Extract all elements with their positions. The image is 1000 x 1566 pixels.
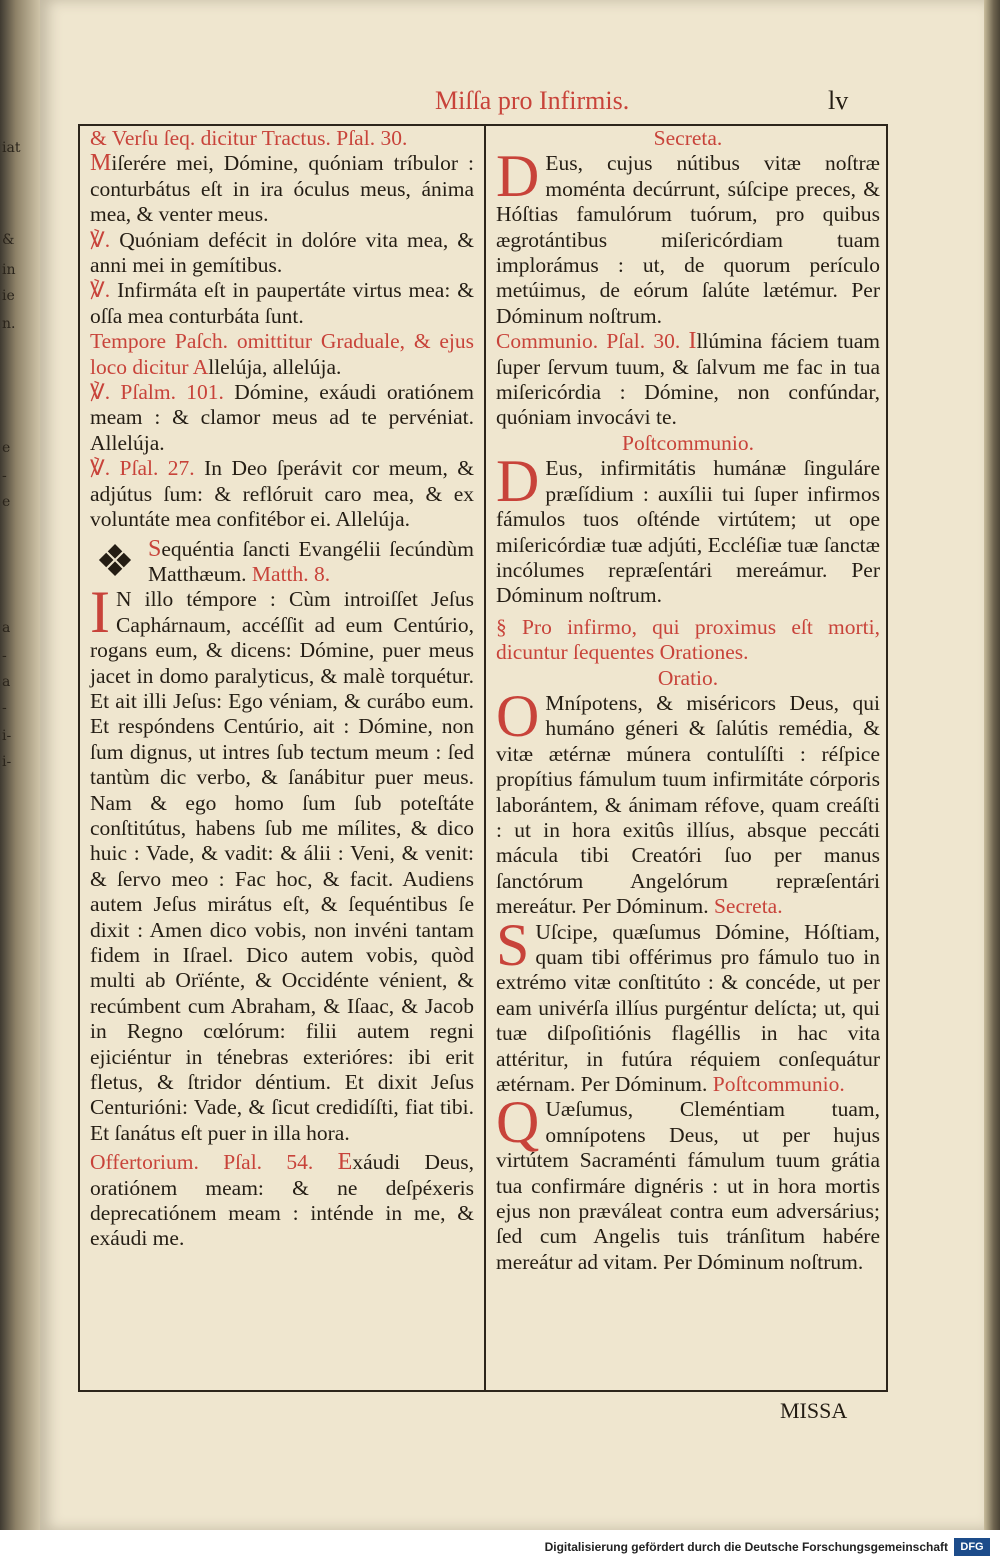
drop-cap: D: [496, 143, 540, 210]
versicle-text: Dómine, exáudi oratiónem meam : & clamor meus ad te pervéniat. Allelúja.: [90, 380, 474, 455]
spine-fragment: i-: [2, 728, 12, 744]
versicle-mark: ℣. Pſalm. 101.: [90, 380, 224, 405]
inline-heading: Secreta.: [713, 894, 783, 919]
running-head: Miſſa pro Infirmis.: [435, 86, 630, 115]
rubric-text: Tempore Paſch. omittitur Graduale, & ejus loco dicitur A: [90, 329, 474, 379]
rubric-label: Offertorium. Pſal. 54.: [90, 1150, 314, 1175]
section-heading: Oratio.: [657, 665, 719, 690]
versicle-text: Quóniam defécit in dolóre vita mea, & anni mei in gemítibus.: [90, 227, 475, 278]
ornament-icon: ❖: [95, 536, 135, 586]
versicle-text: Infirmáta eſt in paupertáte virtus mea: & oſſa mea conturbáta ſunt.: [90, 278, 474, 328]
prayer: [496, 682, 880, 920]
spine-fragment: e: [2, 494, 11, 510]
versicle-text: In Deo ſperávit cor meum, & adjútus ſum: & reflóruit caro mea, & ex voluntáte mea confitébor ei. Allelúja.: [90, 456, 475, 532]
book-spine: [0, 0, 40, 1566]
versicle: [90, 278, 474, 329]
drop-cap: Q: [496, 1089, 540, 1156]
paragraph-text: N illo témpore : Cùm introiſſet Jeſus Caphárnaum, accéſſit ad eum Centúrio, rogans eum, & dicens: Dómine, puer meus jacet in domo paralyticus, & malè torquétur. Et ait illi Jeſus: Ego véniam, & curábo eum. Et respóndens Centúrio, ait : Dómine, non ſum dignus, ut intres ſub tectum meum : ſed tantùm dic verbo, & ſanábitur puer meus. Nam & ego homo ſum ſub poteſtáte conſtitútus, habens ſub me mílites, & dico huic : Vade, & vadit: & álii : Veni, & venit: & ſervo meo : Fac hoc, & facit. Audiens autem Jeſus mirátus eſt, & ſequéntibus ſe dixit : Amen dico vobis, non invéni tantam fidem in Iſrael. Dico autem vobis, quòd multi ab Orïénte, & Occidénte vénient, & recúmbent cum Abraham, & Iſaac, & Jacob in Regno cœlórum: filii autem regni ejiciéntur in ténebras exterióres: ibi erit fletus, & ſtridor déntium. Et dixit Jeſus Centurióni: Vade, & ſicut credidíſti, fiat tibi. Et ſanátus eſt puer in illa hora.: [90, 587, 474, 1145]
versicle: [90, 380, 474, 456]
paragraph-text: Eus, infirmitátis humánæ ſinguláre præſídium : auxílii tui ſuper infirmos fámulos tuos oſténde virtútem; ut ope miſericórdiæ tuæ adjúti, Eccléſiæ tuæ ſanctæ incólumes repræſentári mereámur. Per Dóminum noſtrum.: [496, 456, 880, 608]
folio-number: lv: [828, 86, 849, 115]
communion: [496, 329, 880, 431]
prayer: [496, 143, 880, 329]
rubric: [90, 329, 474, 380]
drop-cap: D: [496, 448, 540, 515]
spine-fragment: i-: [2, 754, 12, 770]
versicle-mark: ℣. Pſal. 27.: [90, 456, 195, 481]
spine-fragment: n.: [2, 316, 16, 332]
rubric: § Pro infirmo, qui proximus eſt morti, dicuntur ſequentes Orationes.: [496, 614, 880, 665]
section-heading: Secreta.: [653, 126, 723, 150]
digitization-credit-bar: [0, 1530, 1000, 1566]
drop-cap: O: [496, 682, 540, 749]
rubric-label: Communio. Pſal. 30.: [496, 329, 681, 354]
drop-cap: S: [496, 911, 530, 978]
red-initial: E: [337, 1149, 353, 1176]
rubric-tail: llelúja, allelúja.: [208, 354, 342, 379]
catchword: MISSA: [780, 1398, 848, 1423]
prayer: [496, 911, 880, 1098]
left-column: [90, 126, 474, 1252]
versicle: [90, 228, 474, 279]
spine-fragment: -: [2, 700, 7, 716]
paragraph-text: Mnípotens, & miséricors Deus, qui humáno géneri & ſalútis remédia, & vitæ ætérnæ múnera contulíſti : réſpice propítius fámulum tuum infirmitáte córporis laborántem, & ánimam réfove, quam creáſti : ut in hora exitûs illíus, absque peccáti mácula tibi Creatóri ſuo per manus ſanctórum Angelórum repræſentári mereátur. Per Dóminum.: [496, 690, 880, 919]
red-initial: M: [90, 150, 112, 177]
offertory: [90, 1150, 474, 1252]
spine-fragment: ie: [2, 288, 15, 304]
spine-fragment: in: [2, 262, 16, 278]
gospel-heading: [90, 537, 474, 588]
rubric: & Verſu ſeq. dicitur Tractus. Pſal. 30.: [90, 126, 408, 150]
dfg-logo: DFG: [954, 1538, 990, 1556]
credit-text: Digitalisierung gefördert durch die Deutsche Forschungsgemeinschaft: [544, 1540, 948, 1554]
paragraph-text: llúmina fáciem tuam ſuper ſervum tuum, & ſalvum me fac in tua miſericórdia : Dómine, non confúndar, quóniam invocávi te.: [496, 329, 880, 430]
drop-cap: I: [90, 579, 110, 646]
paragraph-text: iſerére mei, Dómine, quóniam tríbulor : conturbátus eſt in ira óculus meus, ánima mea, & venter meus.: [90, 151, 474, 227]
versicle-mark: ℣.: [90, 227, 111, 252]
prayer: [496, 448, 880, 608]
book-page: [40, 0, 984, 1530]
paragraph-text: Uæſumus, Cleméntiam tuam, omnípotens Deus, ut per hujus virtútem Sacraménti fámulum tuum grátia tua confirmáre dignéris : ut in hora mortis ejus non præváleat contra eum adversárius; ſed cum Angelis tuis tránſitum habére mereátur ad vitam. Per Dóminum noſtrum.: [496, 1097, 880, 1274]
spine-fragment: -: [2, 648, 7, 664]
right-column: [496, 126, 880, 1275]
paragraph-text: Uſcipe, quæſumus Dómine, Hóſtiam, quam tibi offérimus pro fámulo tuo in extrémo vitæ conſtitúto : & concéde, ut per eam univérſa illíus purgéntur delícta; ut, qui tuæ diſpoſitiónis flagéllis in hac vita attéritur, in futúra réquiem conſequátur ætérnam. Per Dóminum.: [496, 919, 880, 1097]
spine-fragment: &: [2, 232, 15, 248]
column-divider: [484, 126, 486, 1390]
page-edge: [984, 0, 1000, 1566]
versicle-mark: ℣.: [90, 278, 111, 303]
text-frame: [78, 124, 888, 1392]
red-initial: I: [688, 328, 697, 355]
paragraph-text: xáudi Deus, oratiónem meam: & ne deſpéxeris deprecatiónem meam : inténde in me, & exáudi me.: [90, 1150, 474, 1251]
red-initial: S: [148, 535, 162, 562]
section-heading: Poſtcommunio.: [622, 430, 754, 455]
prayer: [496, 1089, 880, 1275]
spine-fragment: a: [2, 620, 11, 636]
gospel-reference: Matth. 8.: [251, 561, 331, 586]
gospel-heading-text: equéntia ſancti Evangélii ſecúndùm Matthæum.: [148, 536, 474, 586]
versicle: [90, 456, 474, 532]
gospel-text: [90, 579, 474, 1146]
spine-fragment: iat: [2, 140, 21, 156]
spine-fragment: e: [2, 440, 11, 456]
spine-fragment: a: [2, 674, 11, 690]
inline-heading: Poſtcommunio.: [712, 1072, 845, 1097]
paragraph-text: Eus, cujus nútibus vitæ noſtræ moménta decúrrunt, súſcipe preces, & Hóſtias famulórum tuórum, pro quibus ægrotántibus miſericórdiam tuam implorámus : ut, de quorum perículo metúimus, de eórum ſalúte lætémur. Per Dóminum noſtrum.: [496, 151, 880, 328]
text-paragraph: [90, 151, 474, 227]
spine-fragment: -: [2, 468, 7, 484]
